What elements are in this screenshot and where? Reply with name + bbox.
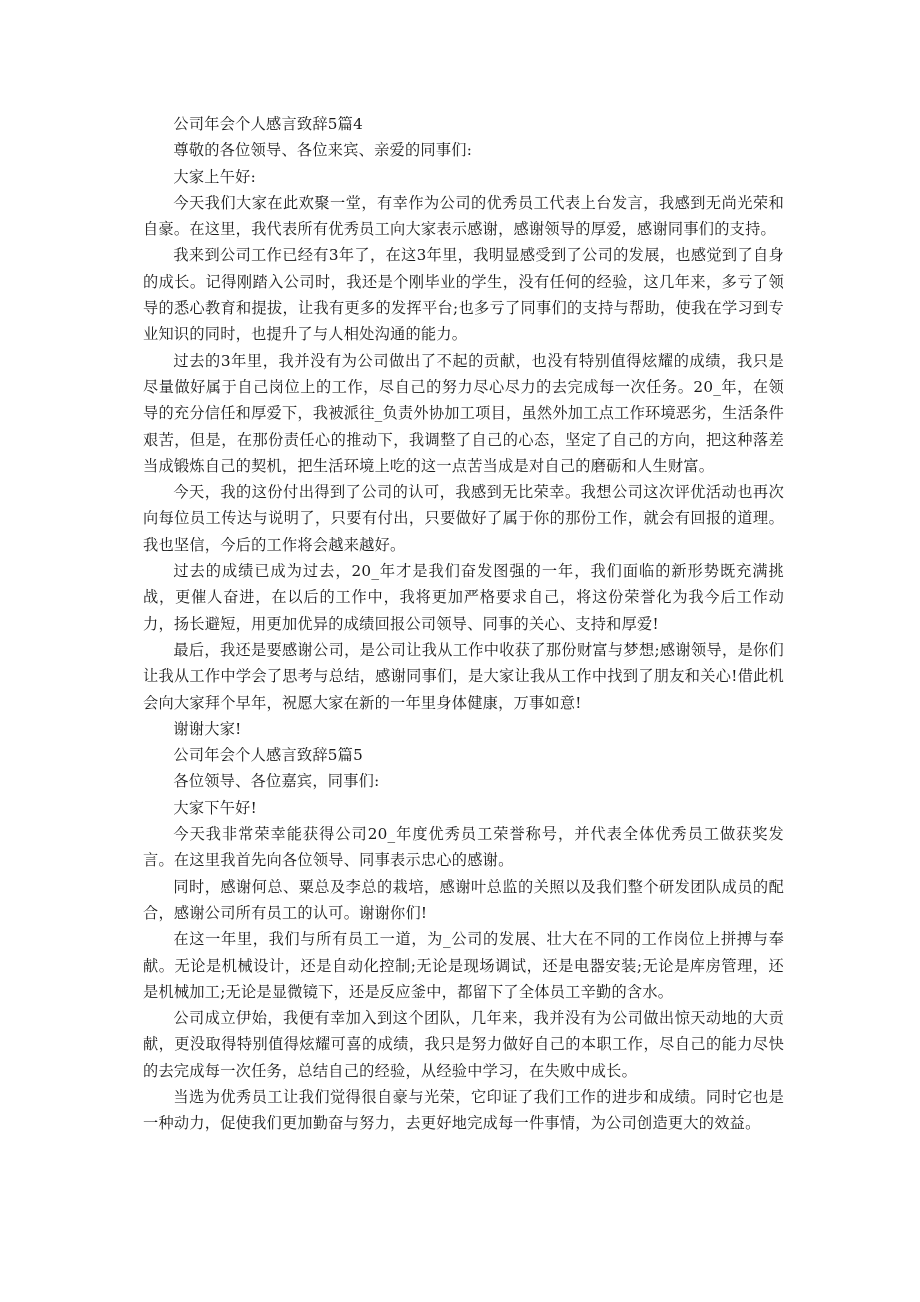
greeting: 大家上午好: xyxy=(173,167,256,186)
paragraph: 当选为优秀员工让我们觉得很自豪与光荣，它印证了我们工作的进步和成绩。同时它也是一种动力，促使我们更加勤奋与努力，去更好地完成每一件事情，为公司创造更大的效益。 xyxy=(143,1087,784,1133)
closing: 谢谢大家! xyxy=(173,719,242,738)
greeting: 大家下午好! xyxy=(173,798,257,817)
paragraph: 过去的成绩已成为过去，20_年才是我们奋发图强的一年，我们面临的新形势既充满挑战，更催人奋进，在以后的工作中，我将更加严格要求自己，将这份荣誉化为我今后工作动力，扬长避短，用更加优异的成绩回报公司领导、同事的关心、支持和厚爱! xyxy=(143,562,784,633)
paragraph: 最后，我还是要感谢公司，是公司让我从工作中收获了那份财富与梦想;感谢领导，是你们让我从工作中学会了思考与总结，感谢同事们，是大家让我从工作中找到了朋友和关心!借此机会向大家拜个早年，祝愿大家在新的一年里身体健康，万事如意! xyxy=(143,640,784,712)
salutation: 尊敬的各位领导、各位来宾、亲爱的同事们: xyxy=(173,141,473,160)
document-body xyxy=(143,111,784,1137)
paragraph: 今天我们大家在此欢聚一堂，有幸作为公司的优秀员工代表上台发言，我感到无尚光荣和自豪。在这里，我代表所有优秀员工向大家表示感谢，感谢领导的厚爱，感谢同事们的支持。 xyxy=(143,193,784,239)
paragraph: 今天，我的这份付出得到了公司的认可，我感到无比荣幸。我想公司这次评优活动也再次向每位员工传达与说明了，只要有付出，只要做好了属于你的那份工作，就会有回报的道理。我也坚信，今后的工作将会越来越好。 xyxy=(143,483,784,554)
paragraph: 今天我非常荣幸能获得公司20_年度优秀员工荣誉称号，并代表全体优秀员工做获奖发言。在这里我首先向各位领导、同事表示忠心的感谢。 xyxy=(143,825,784,870)
section-title: 公司年会个人感言致辞5篇4 xyxy=(173,115,364,133)
salutation: 各位领导、各位嘉宾，同事们: xyxy=(173,772,380,791)
paragraph: 同时，感谢何总、粟总及李总的栽培，感谢叶总监的关照以及我们整个研发团队成员的配合，感谢公司所有员工的认可。谢谢你们! xyxy=(143,877,784,922)
section-title: 公司年会个人感言致辞5篇5 xyxy=(173,746,364,765)
paragraph: 过去的3年里，我并没有为公司做出了不起的贡献，也没有特别值得炫耀的成绩，我只是尽量做好属于自己岗位上的工作，尽自己的努力尽心尽力的去完成每一次任务。20_年，在领导的充分信任和厚爱下，我被派往_负责外协加工项目，虽然外加工点工作环境恶劣，生活条件艰苦，但是，在那份责任心的推动下，我调整了自己的心态，坚定了自己的方向，把这种落差当成锻炼自己的契机，把生活环境上吃的这一点苦当成是对自己的磨砺和人生财富。 xyxy=(143,351,784,475)
paragraph: 公司成立伊始，我便有幸加入到这个团队，几年来，我并没有为公司做出惊天动地的大贡献，更没取得特别值得炫耀可喜的成绩，我只是努力做好自己的本职工作，尽自己的能力尽快的去完成每一次任务，总结自己的经验，从经验中学习，在失败中成长。 xyxy=(143,1009,784,1080)
paragraph: 我来到公司工作已经有3年了，在这3年里，我明显感受到了公司的发展，也感觉到了自身的成长。记得刚踏入公司时，我还是个刚毕业的学生，没有任何的经验，这几年来，多亏了领导的悉心教育和提拔，让我有更多的发挥平台;也多亏了同事们的支持与帮助，使我在学习到专业知识的同时，也提升了与人相处沟通的能力。 xyxy=(143,246,784,344)
paragraph: 在这一年里，我们与所有员工一道，为_公司的发展、壮大在不同的工作岗位上拼搏与奉献。无论是机械设计，还是自动化控制;无论是现场调试，还是电器安装;无论是库房管理，还是机械加工;无论是显微镜下，还是反应釜中，都留下了全体员工辛勤的含水。 xyxy=(143,930,784,1001)
